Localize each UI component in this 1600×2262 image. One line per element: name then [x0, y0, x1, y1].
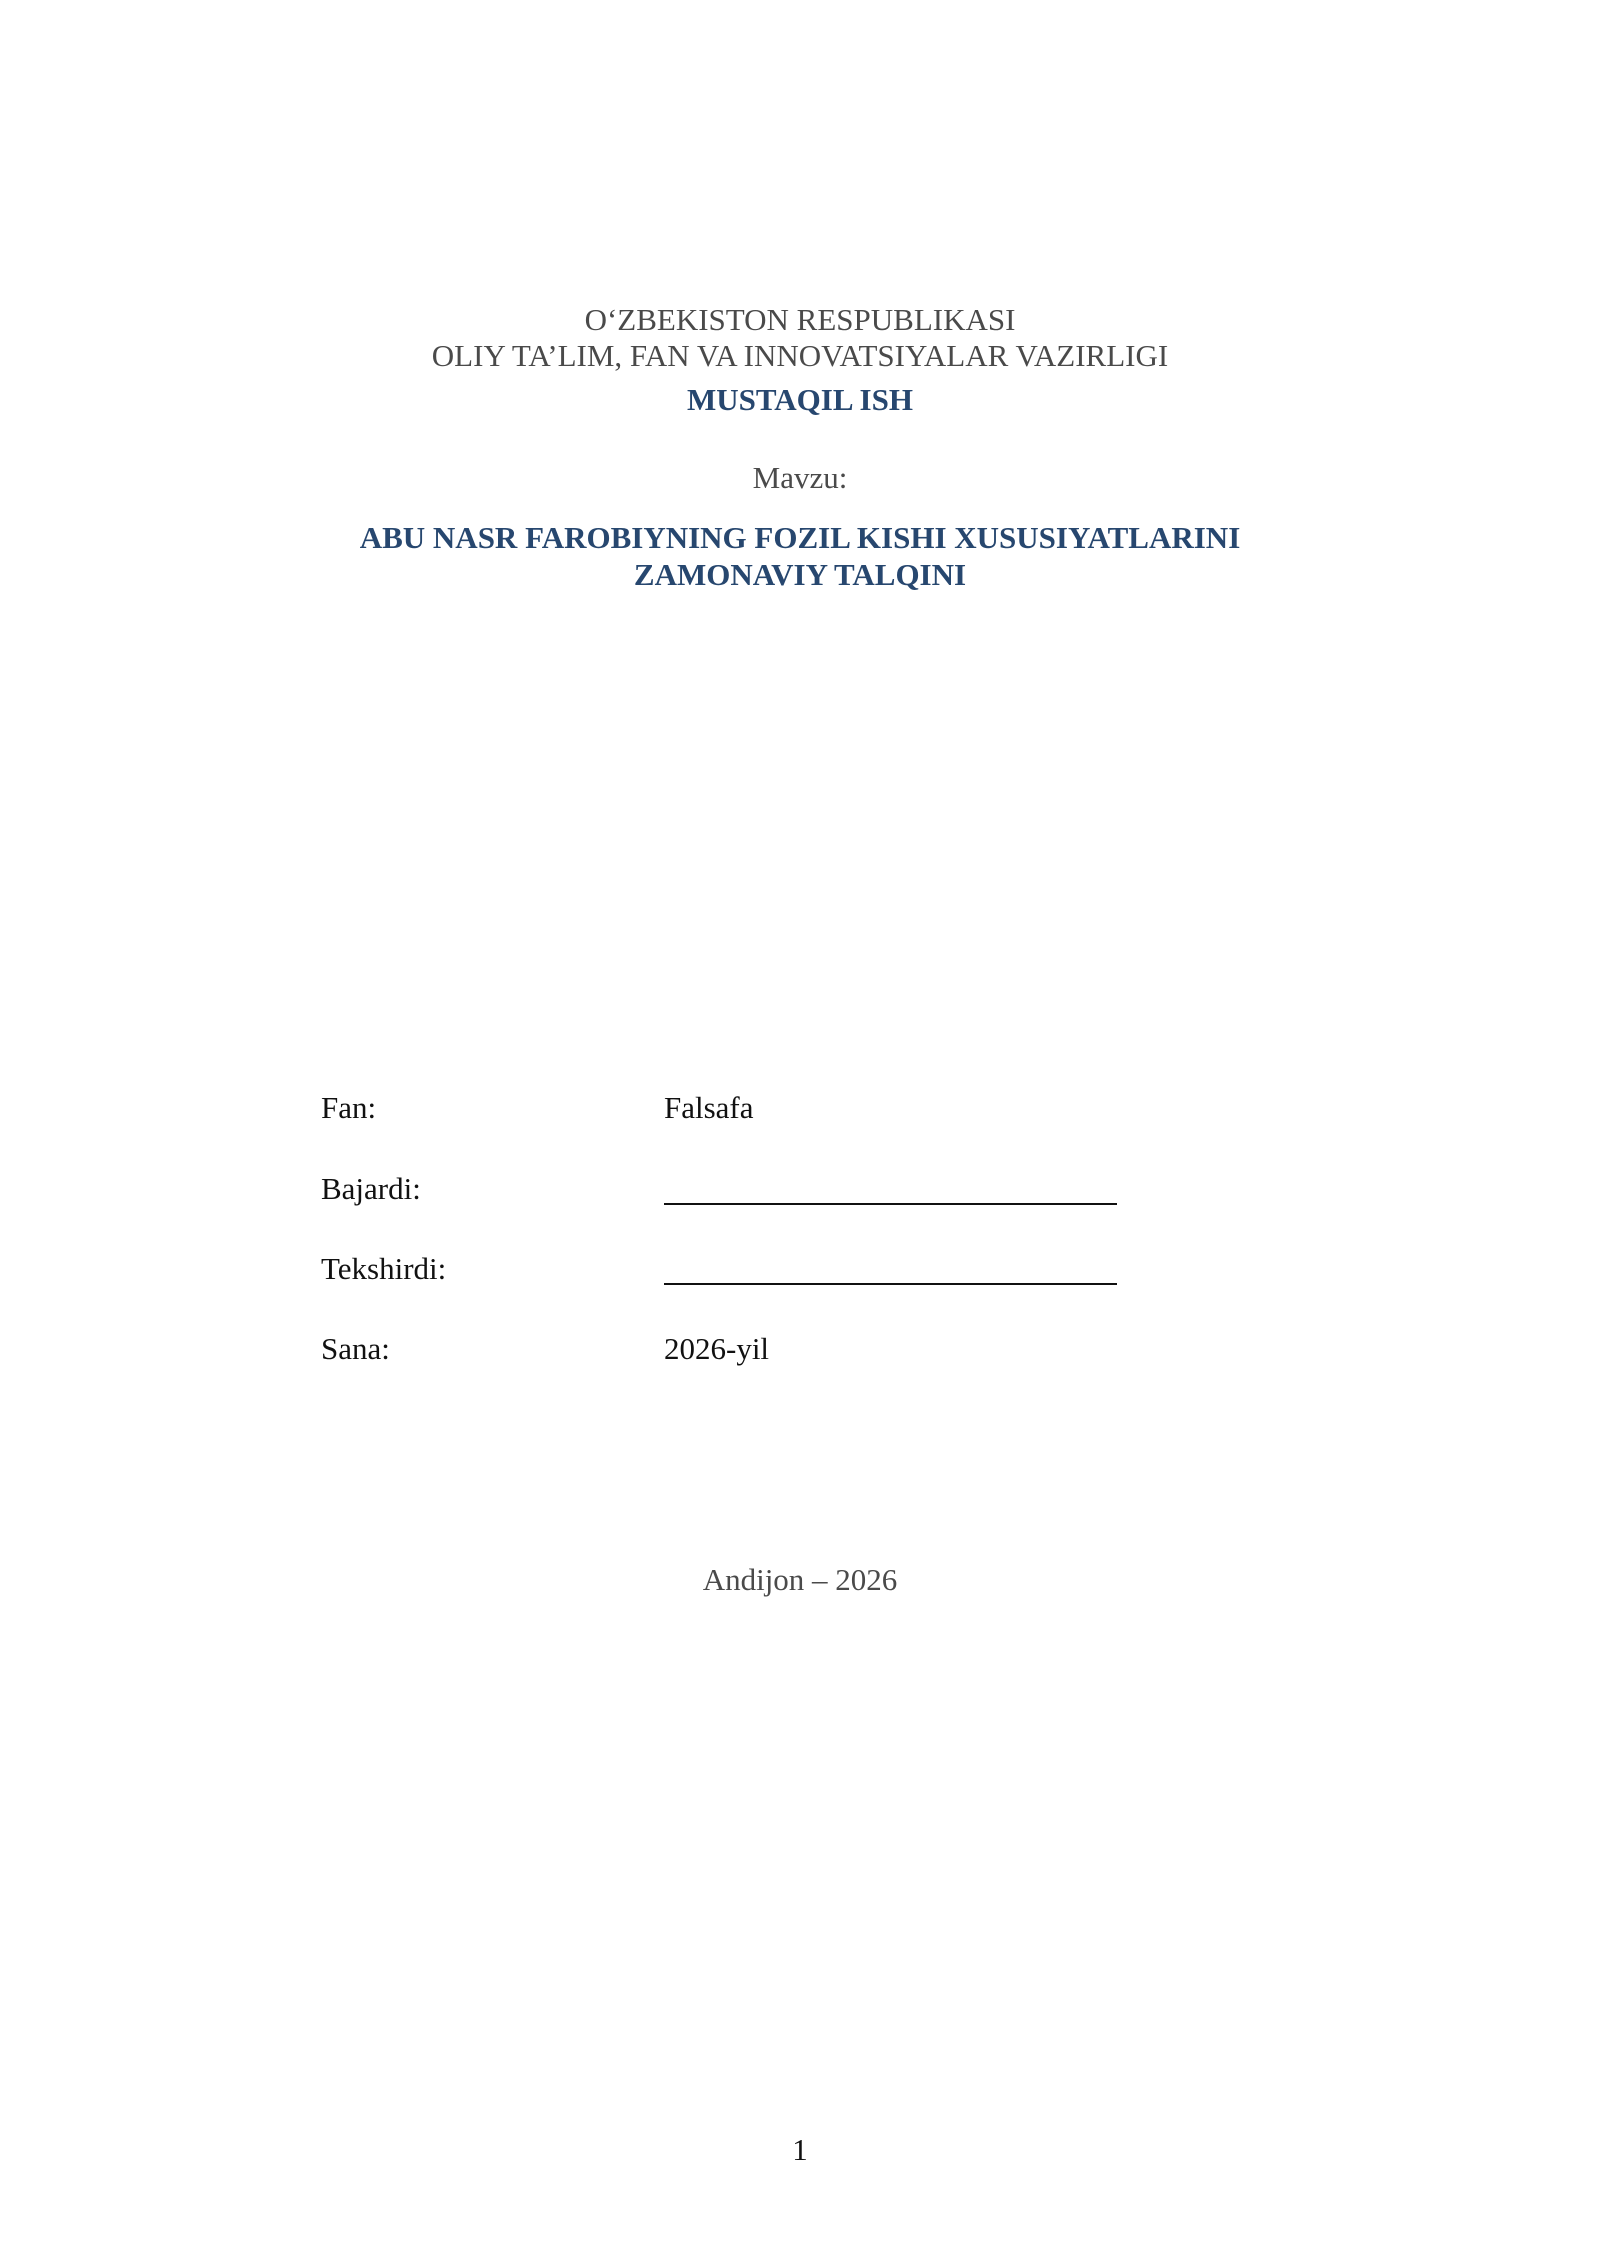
author-blank-line [664, 1203, 1117, 1205]
subject-value: Falsafa [664, 1090, 754, 1125]
checker-label: Tekshirdi: [321, 1251, 447, 1286]
date-label: Sana: [321, 1331, 390, 1366]
subject-label: Fan: [321, 1090, 377, 1125]
work-type-title: MUSTAQIL ISH [687, 382, 913, 417]
topic-title-line-1: ABU NASR FAROBIYNING FOZIL KISHI XUSUSIYATLARINI [359, 520, 1241, 555]
city-year: Andijon – 2026 [702, 1562, 898, 1597]
topic-title-line-2: ZAMONAVIY TALQINI [633, 557, 967, 592]
page-number: 1 [792, 2132, 808, 2167]
author-label: Bajardi: [321, 1171, 421, 1206]
topic-label: Mavzu: [752, 460, 848, 495]
ministry-heading: OLIY TA’LIM, FAN VA INNOVATSIYALAR VAZIRLIGI [431, 338, 1169, 373]
date-value: 2026-yil [664, 1331, 770, 1366]
checker-blank-line [664, 1283, 1117, 1285]
republic-heading: O‘ZBEKISTON RESPUBLIKASI [584, 302, 1016, 337]
